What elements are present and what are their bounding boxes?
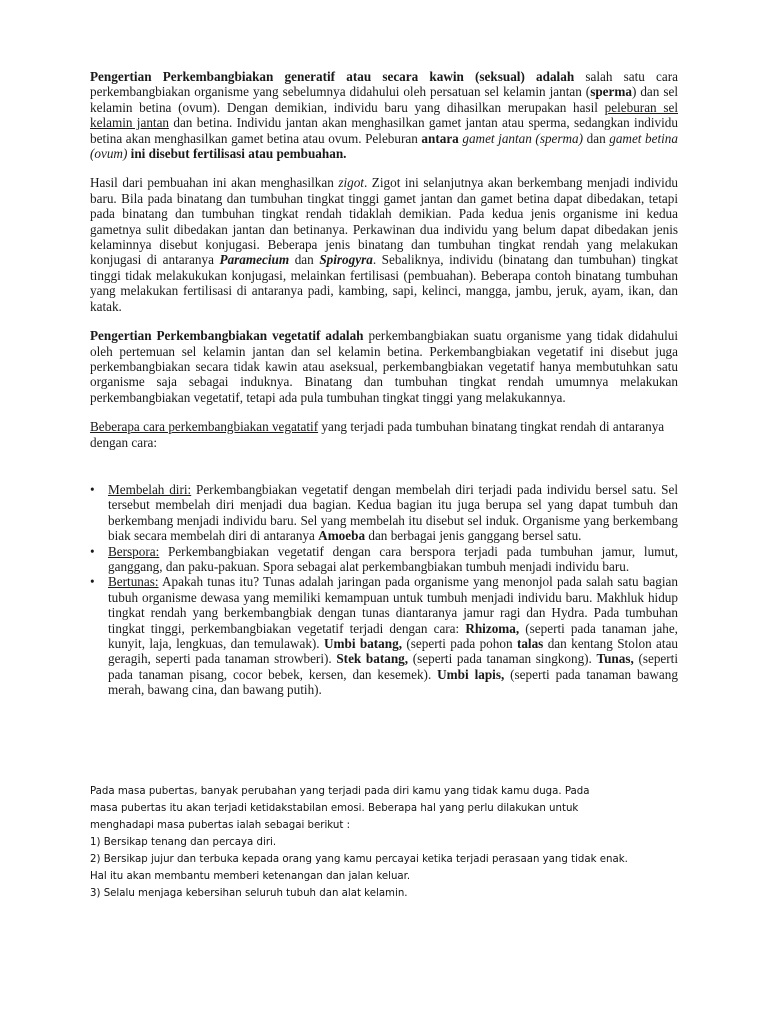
text-span: Perkembangbiakan vegetatif dengan cara berspora terjadi pada tumbuhan jamur, lumut, ganggang, dan paku-pakuan. Spora sebagai alat perkembangbiakan tumbuh menjadi individu baru. bbox=[108, 543, 678, 574]
italic-phrase: gamet betina (ovum) bbox=[90, 130, 678, 162]
list-item-membelah-diri bbox=[90, 482, 678, 544]
puberty-line: masa pubertas itu akan terjadi ketidakstabilan emosi. Beberapa hal yang perlu dilakukan untuk bbox=[90, 803, 579, 814]
text-span: Perkembangbiakan vegetatif dengan membelah diri terjadi pada individu bersel satu. Sel tersebut membelah diri menjadi dua bagian. Kedua bagian itu juga berupa sel yang dapat tumbuh dan berkembang menjadi individu baru. Sel yang membelah itu disebut sel induk. Organisme yang berkembang biak secara membelah diri di antaranya bbox=[108, 481, 678, 544]
term-amoeba: Amoeba bbox=[318, 528, 366, 544]
list-item-berspora bbox=[90, 544, 678, 575]
text-span: yang terjadi pada tumbuhan binatang tingkat rendah di antaranya dengan cara: bbox=[90, 419, 665, 450]
text-span: (seperti pada tanaman jahe, kunyit, laja, lengkuas, dan temulawak). bbox=[108, 620, 678, 651]
text-span: . Zigot ini selanjutnya akan berkembang menjadi individu baru. Bila pada binatang dan tumbuhan tingkat tinggi gamet jantan dan gamet betina dapat dibedakan, tetapi pada binatang dan tumbuhan tingkat rendah tidaklah demikian. Pada kedua jenis organisme ini kedua gametnya sulit dibedakan jantan dan betinanya. Perkawinan dua individu yang belum dapat dibedakan jenis kelaminnya disebut konjugasi. Beberapa jenis binatang dan tumbuhan tingkat rendah yang melakukan konjugasi di antaranya bbox=[90, 175, 679, 268]
list-item-title: Berspora: bbox=[108, 543, 160, 559]
document-body bbox=[90, 69, 678, 698]
puberty-section bbox=[90, 783, 710, 902]
text-span: dan bbox=[289, 252, 320, 268]
text-span: dan berbagai jenis ganggang bersel satu. bbox=[365, 528, 582, 544]
list-item-title: Membelah diri: bbox=[108, 481, 192, 497]
text-span: . Sebaliknya, individu (binatang dan tumbuhan) tingkat tinggi tidak melakukukan konjugasi, melainkan fertilisasi (pembuahan). Beberapa contoh binatang tumbuhan yang melakukan fertilisasi di antaranya padi, kambing, sapi, kelinci, mangga, jambu, jeruk, ayam, ikan, dan katak. bbox=[90, 252, 678, 314]
term-stek-batang: Stek batang, bbox=[336, 651, 409, 667]
term-spirogyra: Spirogyra bbox=[319, 252, 373, 268]
puberty-tip: 1) Bersikap tenang dan percaya diri. bbox=[90, 837, 277, 848]
puberty-tip: 3) Selalu menjaga kebersihan seluruh tubuh dan alat kelamin. bbox=[90, 888, 408, 899]
paragraph-zigot bbox=[90, 175, 678, 314]
term-talas: talas bbox=[516, 636, 544, 651]
term-fertilisasi: ini disebut fertilisasi atau pembuahan. bbox=[127, 146, 347, 162]
text-span: Apakah tunas itu? Tunas adalah jaringan pada organisme yang menonjol pada salah satu bagian tubuh organisme dewasa yang memiliki kemampuan untuk tumbuh menjadi individu baru. Makhluk hidup tingkat rendah yang berkembangbiak dengan tunas diantaranya jamur ragi dan Hydra. Pada tumbuhan tingkat tinggi, perkembangbiakan vegetatif terjadi dengan cara: bbox=[108, 574, 678, 636]
term-antara: antara bbox=[421, 130, 459, 146]
text-span: (seperti pada tanaman bawang merah, bawang cina, dan bawang putih). bbox=[108, 666, 678, 698]
paragraph-methods-intro bbox=[90, 419, 678, 450]
underlined-phrase: Beberapa cara perkembangbiakan vegatatif bbox=[90, 419, 319, 435]
term-sperma: sperma bbox=[590, 84, 632, 100]
text-span: perkembangbiakan suatu organisme yang tidak didahului oleh pertemuan sel kelamin jantan dan sel kelamin betina. Perkembangbiakan vegetatif ini disebut juga perkembangbiakan secara tidak kawin atau aseksual, perkembangbiakan vegetatif hanya membutuhkan satu organisme saja sebagai induknya. Binatang dan tumbuhan tingkat rendah umumnya melakukan perkembangbiakan vegetatif, tetapi ada pula tumbuhan tingkat tinggi yang melakukannya. bbox=[90, 328, 678, 405]
text-span: Hasil dari pembuahan ini akan menghasilkan bbox=[90, 175, 339, 191]
text-span: dan kentang Stolon atau geragih, seperti pada tanaman strowberi). bbox=[108, 636, 679, 667]
term-generative: Pengertian Perkembangbiakan generatif atau secara kawin (seksual) adalah bbox=[90, 69, 575, 84]
term-zigot: zigot bbox=[338, 175, 364, 191]
term-paramecium: Paramecium bbox=[219, 252, 290, 268]
term-rhizoma: Rhizoma, bbox=[465, 620, 520, 636]
paragraph-generative bbox=[90, 69, 678, 161]
puberty-tip: 2) Bersikap jujur dan terbuka kepada orang yang kamu percayai ketika terjadi perasaan yang tidak enak. bbox=[90, 854, 628, 865]
puberty-line: Pada masa pubertas, banyak perubahan yang terjadi pada diri kamu yang tidak kamu duga. Pada bbox=[90, 786, 590, 797]
term-umbi-lapis: Umbi lapis, bbox=[437, 666, 505, 682]
puberty-line: menghadapi masa pubertas ialah sebagai berikut : bbox=[90, 820, 351, 831]
term-tunas: Tunas, bbox=[596, 651, 634, 667]
italic-phrase: gamet jantan (sperma) bbox=[462, 130, 584, 146]
vegetative-methods-list bbox=[90, 482, 678, 698]
paragraph-vegetative bbox=[90, 328, 678, 405]
text-span: salah satu cara perkembangbiakan organisme yang sebelumnya didahului oleh persatuan sel kelamin jantan ( bbox=[90, 69, 678, 100]
text-span: dan betina. Individu jantan akan menghasilkan gamet jantan atau sperma, sedangkan individu betina akan menghasilkan gamet betina atau ovum. Peleburan bbox=[90, 115, 678, 146]
term-umbi-batang: Umbi batang, bbox=[323, 636, 403, 651]
puberty-line: Hal itu akan membantu memberi ketenangan dan jalan keluar. bbox=[90, 871, 411, 882]
underlined-phrase: peleburan sel kelamin jantan bbox=[90, 99, 678, 131]
list-item-title: Bertunas: bbox=[108, 574, 159, 590]
text-span: (seperti pada tanaman singkong). bbox=[408, 651, 597, 667]
text-span: dan bbox=[583, 130, 610, 146]
text-span: (seperti pada pohon bbox=[402, 636, 517, 651]
list-item-bertunas bbox=[90, 574, 678, 697]
text-span: (seperti pada tanaman pisang, cocor bebek, kersen, dan kesemek). bbox=[108, 651, 678, 682]
text-span: ) dan sel kelamin betina (ovum). Dengan demikian, individu baru yang dihasilkan merupakan hasil bbox=[90, 84, 679, 115]
term-vegetative: Pengertian Perkembangbiakan vegetatif adalah bbox=[90, 328, 364, 344]
